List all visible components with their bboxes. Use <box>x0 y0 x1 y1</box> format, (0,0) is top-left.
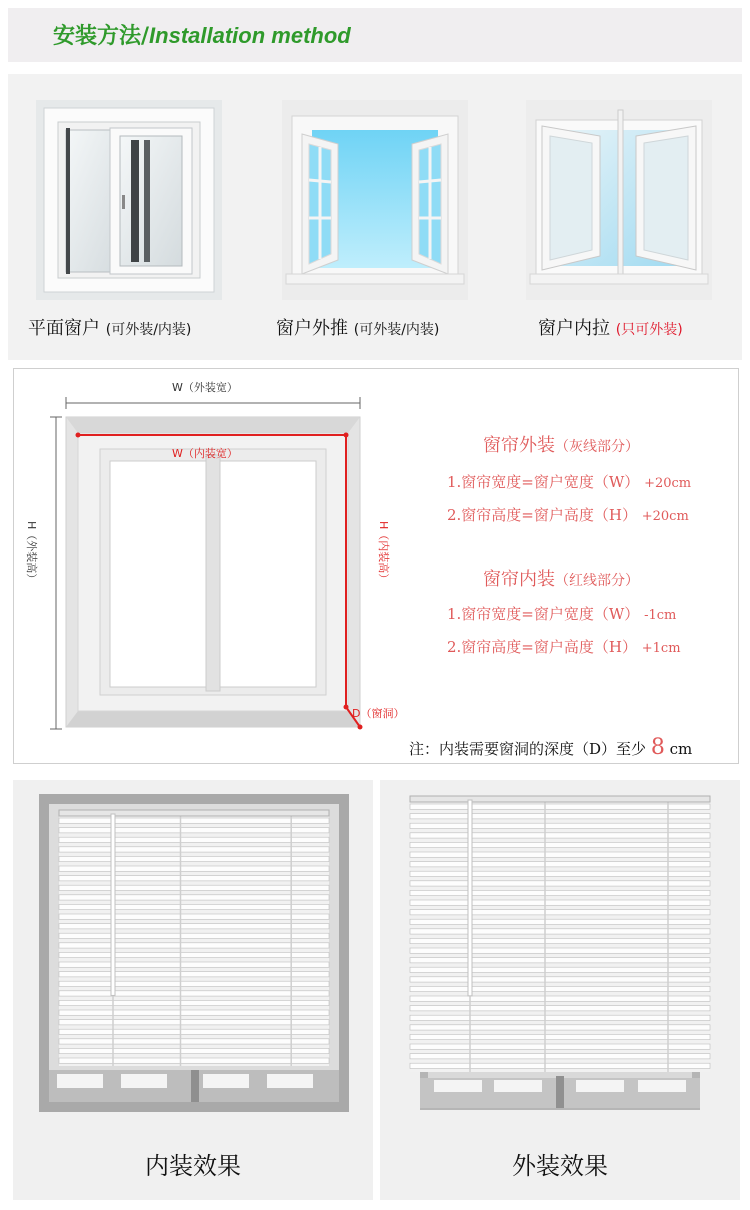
inside-mount-blind-image <box>13 780 373 1120</box>
depth-note: 注：内装需要窗洞的深度（D）至少 8 cm <box>409 735 693 760</box>
title-en: Installation method <box>149 23 351 48</box>
window-caption-outward <box>276 314 439 340</box>
outer-mount-formulas <box>447 431 691 525</box>
inside-mount-caption: 内装效果 <box>145 1152 241 1180</box>
window-type-note: (可外装/内装) <box>105 322 192 338</box>
w-outer-label: W（外装宽） <box>172 381 238 394</box>
inside-mount-effect <box>13 780 373 1200</box>
inner-width-formula: 1.窗帘宽度=窗户宽度（W） -1cm <box>447 605 677 623</box>
outside-mount-caption: 外装效果 <box>512 1152 608 1180</box>
w-inner-label: W（内装宽） <box>172 447 238 460</box>
measurement-diagram <box>14 369 434 765</box>
depth-value: 8 <box>650 735 665 760</box>
section-title <box>53 19 351 50</box>
inner-mount-heading: 窗帘内装（红线部分） <box>483 569 639 590</box>
outside-mount-blind-image <box>380 780 740 1120</box>
window-type-name: 窗户内拉 <box>538 318 610 339</box>
outer-height-formula: 2.窗帘高度=窗户高度（H） +20cm <box>447 506 689 524</box>
window-caption-inward <box>538 314 683 340</box>
h-outer-label: H（外装高） <box>25 521 38 585</box>
measurement-diagram-panel <box>13 368 739 764</box>
window-type-note: (只可外装) <box>615 322 683 338</box>
sliding-window-icon <box>36 100 222 300</box>
window-types-panel <box>8 74 742 360</box>
window-type-name: 平面窗户 <box>28 318 100 339</box>
section-header <box>8 8 742 62</box>
title-cn: 安装方法/ <box>53 24 150 49</box>
window-type-note: (可外装/内装) <box>353 322 440 338</box>
outward-casement-window-icon <box>282 100 468 300</box>
outer-width-formula: 1.窗帘宽度=窗户宽度（W） +20cm <box>447 473 692 491</box>
d-depth-label: D（窗洞） <box>352 707 405 720</box>
inner-mount-formulas <box>447 565 681 657</box>
window-type-name: 窗户外推 <box>276 318 348 339</box>
outside-mount-effect <box>380 780 740 1200</box>
inward-casement-window-icon <box>526 100 712 300</box>
inner-height-formula: 2.窗帘高度=窗户高度（H） +1cm <box>447 638 681 656</box>
h-inner-label: H（内装高） <box>377 521 390 585</box>
outer-mount-heading: 窗帘外装（灰线部分） <box>483 435 639 456</box>
window-caption-flat <box>28 314 191 340</box>
